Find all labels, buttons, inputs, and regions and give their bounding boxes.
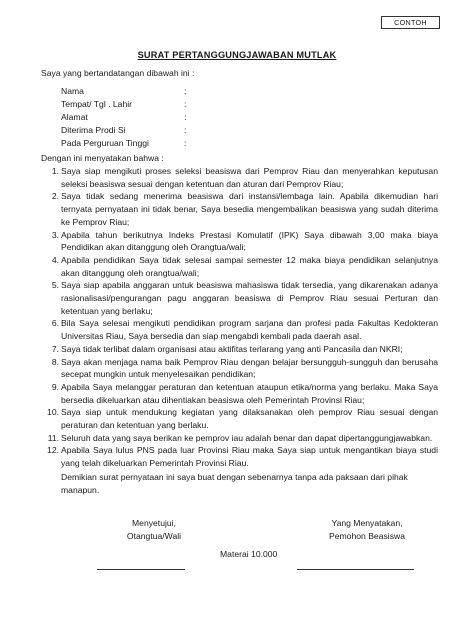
item-text: Saya siap apabila anggaran untuk beasiswa mahasiswa tidak tersedia, yang dikarenakan adanya rasionalisasi/pengurangan pagu anggaran beasiswa di Pemprov Riau sesuai Perturan dan ketentuan yang berlaku; <box>61 280 438 316</box>
list-item <box>41 165 438 190</box>
item-text: Apabila Saya lulus PNS pada luar Provinsi Riau maka Saya siap untuk mengantikan biaya studi yang telah dikeluarkan Pemerintah Provinsi Riau. <box>61 445 438 469</box>
document-title: SURAT PERTANGGUNGJAWABAN MUTLAK <box>137 50 337 60</box>
signature-line-guardian <box>97 569 185 570</box>
list-item <box>41 343 438 356</box>
list-item <box>41 190 438 228</box>
item-number: 1. <box>51 166 59 176</box>
identity-fields <box>61 85 194 149</box>
item-number: 4. <box>51 254 59 265</box>
item-text: Bila Saya selesai mengikuti pendidikan program sarjana dan profesi pada Fakultas Kedokteran Universitas Riau, Saya bersedia dan siap mengabdi kembali pada daerah asal. <box>61 318 438 342</box>
list-item <box>41 406 438 431</box>
closing-statement: Demikian surat pernyataan ini saya buat dengan sebenarnya tanpa ada paksaan dari pihak manapun. <box>61 472 408 495</box>
field-label: Tempat/ Tgl . Lahir <box>61 98 133 109</box>
field-colon: : <box>184 86 187 96</box>
field-row-ttl <box>61 98 194 111</box>
item-text: Saya tidak sedang menerima beasiswa dari instansi/lembaga lain. Apabila dikemudian hari ternyata pernyataan ini tidak benar, Saya besedia mengembalikan beasiswa yang sudah diterima ke Pemprov Riau; <box>61 191 438 227</box>
list-item <box>41 254 438 279</box>
field-label: Diterima Prodi Si <box>61 124 126 135</box>
item-number: 12. <box>47 445 59 456</box>
item-number: 5. <box>51 280 59 291</box>
field-colon: : <box>184 111 187 122</box>
item-number: 10. <box>47 407 59 418</box>
item-text: Saya tidak terlibat dalam organisasi atau aktifitas terlarang yang anti Pancasila dan NKRI; <box>61 343 403 354</box>
signature-line-applicant <box>297 569 414 570</box>
item-text: Saya siap untuk mendukung kegiatan yang dilaksanakan oleh pemprov Riau sesuai dengan peraturan dan ketentuan yang berlaku. <box>61 407 438 431</box>
field-colon: : <box>184 124 187 135</box>
signature-role: Pemohon Beasiswa <box>329 530 405 541</box>
field-label: Alamat <box>61 111 88 122</box>
list-item <box>41 432 438 445</box>
field-row-perguruan-tinggi <box>61 137 194 150</box>
field-label: Nama <box>61 86 84 96</box>
item-text: Saya siap mengikuti proses seleksi beasiswa dari Pemprov Riau dan menyerahkan keputusan seleksi beasiswa sesuai dengan ketentuan dan aturan dari Pemprov Riau; <box>61 166 438 189</box>
field-row-prodi <box>61 124 194 137</box>
item-text: Seluruh data yang saya berikan ke pemprov iau adalah benar dan dapat dipertanggungjawabkan. <box>61 432 433 443</box>
item-number: 9. <box>51 381 59 392</box>
sample-tag: CONTOH <box>381 16 440 29</box>
field-label: Pada Perguruan Tinggi <box>61 137 149 148</box>
field-colon: : <box>184 98 187 109</box>
stamp-duty-label: Materai 10.000 <box>220 549 278 559</box>
list-item <box>41 317 438 342</box>
field-row-nama <box>61 85 194 98</box>
field-row-alamat <box>61 111 194 124</box>
item-text: Saya akan menjaga nama baik Pemprov Riau dengan belajar bersungguh-sungguh dan berusaha secepat mungkin untuk menyelesaikan pendidikan; <box>61 356 438 380</box>
item-number: 7. <box>51 343 59 354</box>
signature-role: Otangtua/Wali <box>126 530 182 541</box>
list-item <box>41 444 438 469</box>
item-number: 3. <box>51 229 59 240</box>
signature-block-guardian <box>94 517 214 542</box>
statement-intro: Dengan ini menyatakan bahwa : <box>41 153 164 163</box>
item-number: 2. <box>51 191 59 202</box>
item-text: Apabila tahun berikutnya Indeks Prestasi Komulatif (IPK) Saya dibawah 3,00 maka biaya Pendidikan akan ditanggung oleh Orangtua/wali; <box>61 229 438 253</box>
list-item <box>41 279 438 317</box>
field-colon: : <box>184 137 187 148</box>
statement-list <box>41 165 438 470</box>
item-text: Apabila pendidikan Saya tidak selesai sampai semester 12 maka biaya pendidikan selanjutnya akan ditanggung oleh orangtua/wali; <box>61 254 438 278</box>
list-item <box>41 356 438 381</box>
signature-caption: Yang Menyatakan, <box>331 518 403 528</box>
list-item <box>41 381 438 406</box>
list-item <box>41 229 438 254</box>
item-number: 6. <box>51 318 59 329</box>
signature-block-applicant <box>297 517 437 542</box>
item-text: Apabila Saya melanggar peraturan dan ketentuan ataupun etika/norma yang berlaku. Maka Saya bersedia dikeluarkan atau dihentiakan beasiswa oleh Pemerintah Provinsi Riau; <box>61 381 438 405</box>
signature-caption: Menyetujui, <box>132 518 176 528</box>
intro-text: Saya yang bertandatangan dibawah ini : <box>41 68 195 78</box>
item-number: 8. <box>51 356 59 367</box>
item-number: 11. <box>47 432 59 443</box>
